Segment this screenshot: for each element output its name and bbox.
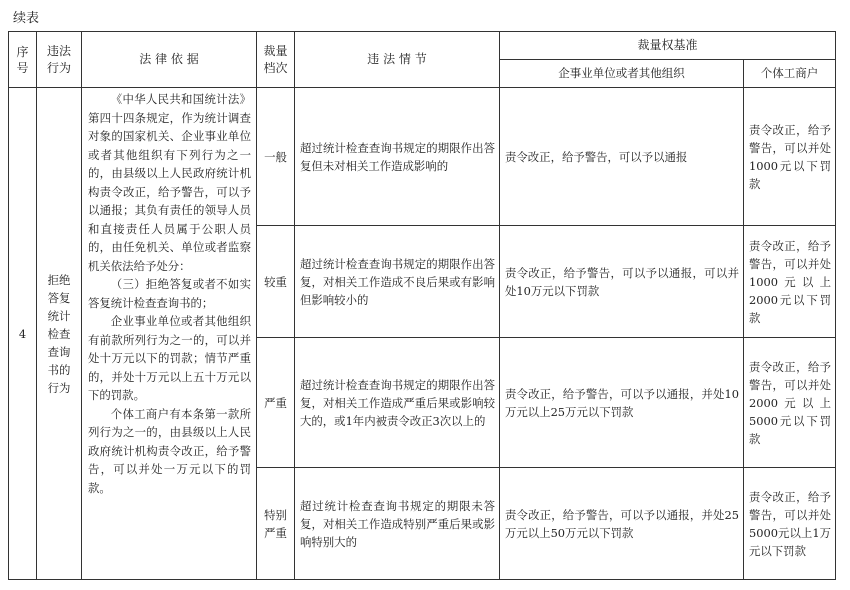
discretion-benchmark-table <box>8 31 836 580</box>
header-level: 裁量档次 <box>257 32 295 88</box>
plot-cell: 超过统计检查查询书规定的期限未答复，对相关工作造成特别严重后果或影响特别大的 <box>295 468 500 580</box>
level-cell: 特别严重 <box>257 468 295 580</box>
row-seq: 4 <box>9 88 37 580</box>
law-paragraph: （三）拒绝答复或者不如实答复统计检查查询书的； <box>88 277 251 310</box>
org-penalty-cell: 责令改正，给予警告，可以予以通报，并处25万元以上50万元以下罚款 <box>500 468 744 580</box>
individual-penalty-cell: 责令改正，给予警告，可以并处1000元以上2000元以下罚款 <box>744 226 836 338</box>
header-act: 违法行为 <box>37 32 82 88</box>
plot-cell: 超过统计检查查询书规定的期限作出答复，对相关工作造成严重后果或影响较大的，或1年内被责令改正3次以上的 <box>295 338 500 468</box>
header-seq: 序号 <box>9 32 37 88</box>
legal-basis-text <box>82 88 257 580</box>
level-cell: 较重 <box>257 226 295 338</box>
header-individual: 个体工商户 <box>744 60 836 88</box>
header-basis: 法 律 依 据 <box>82 32 257 88</box>
law-paragraph: 企业事业单位或者其他组织有前款所列行为之一的，可以并处十万元以下的罚款；情节严重的，并处十万元以上五十万元以下的罚款。 <box>88 314 251 402</box>
table-row <box>9 88 836 226</box>
plot-cell: 超过统计检查查询书规定的期限作出答复但未对相关工作造成影响的 <box>295 88 500 226</box>
law-paragraph: 个体工商户有本条第一款所列行为之一的，由县级以上人民政府统计机构责令改正，给予警告，可以并处一万元以下的罚款。 <box>88 406 251 495</box>
level-cell: 一般 <box>257 88 295 226</box>
plot-cell: 超过统计检查查询书规定的期限作出答复，对相关工作造成不良后果或有影响但影响较小的 <box>295 226 500 338</box>
level-cell: 严重 <box>257 338 295 468</box>
individual-penalty-cell: 责令改正，给予警告，可以并处5000元以上1万元以下罚款 <box>744 468 836 580</box>
header-plot: 违 法 情 节 <box>295 32 500 88</box>
org-penalty-cell: 责令改正，给予警告，可以予以通报，可以并处10万元以下罚款 <box>500 226 744 338</box>
org-penalty-cell: 责令改正，给予警告，可以予以通报 <box>500 88 744 226</box>
org-penalty-cell: 责令改正，给予警告，可以予以通报，并处10万元以上25万元以下罚款 <box>500 338 744 468</box>
individual-penalty-cell: 责令改正，给予警告，可以并处2000元以上5000元以下罚款 <box>744 338 836 468</box>
continued-table-caption: 续表 <box>13 11 40 26</box>
row-act: 拒绝答复统计检查查询书的行为 <box>37 88 82 580</box>
individual-penalty-cell: 责令改正，给予警告，可以并处1000元以下罚款 <box>744 88 836 226</box>
header-org: 企事业单位或者其他组织 <box>500 60 744 88</box>
law-paragraph: 《中华人民共和国统计法》第四十四条规定，作为统计调查对象的国家机关、企业事业单位或者其他组织有下列行为之一的，由县级以上人民政府统计机构责令改正，给予警告，可以予以通报；其负有责任的领导人员和直接责任人员属于公职人员的，由任免机关、单位或者监察机关依法给予处分： <box>88 92 251 273</box>
header-benchmark: 裁量权基准 <box>500 32 836 60</box>
